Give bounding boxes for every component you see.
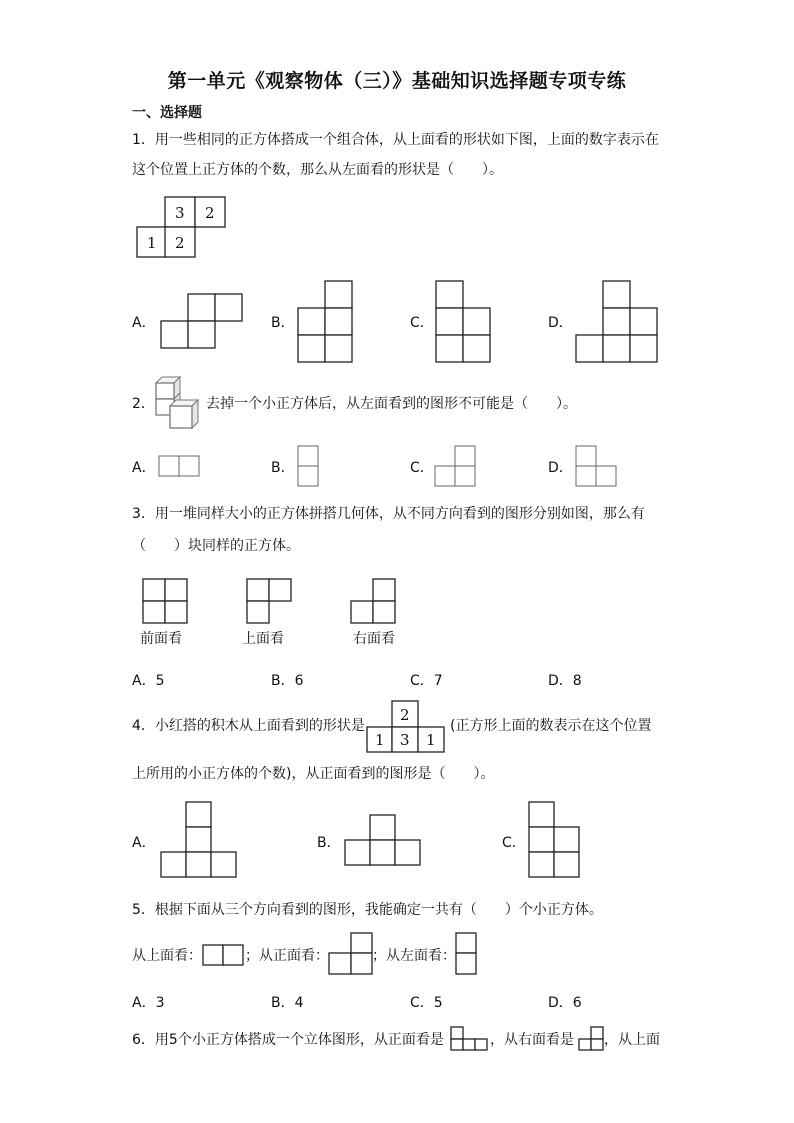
q2-option-a-figure[interactable] [158,455,202,477]
q2-option-c-figure[interactable] [434,445,478,489]
q2-option-b-figure[interactable] [297,445,321,489]
q3-option-a[interactable]: A．5 [132,673,165,689]
q1-grid-number-3: 1 [147,234,157,252]
q1-option-b-figure[interactable] [297,280,353,362]
q3-front-view-label: 前面看 [140,631,182,647]
q3-front-view-figure [142,578,188,624]
q5-top-label: 从上面看： [132,948,202,964]
q4-grid-number-4: 1 [426,731,436,749]
q6-line1b: ，从右面看是 [490,1032,574,1048]
q4-line1a: 4．小红搭的积木从上面看到的形状是 [132,718,365,734]
q5-top-view-figure [202,944,246,966]
q1-grid-number-2: 2 [205,204,215,222]
q1-option-b[interactable]: B． [271,315,295,331]
q5-line1: 5．根据下面从三个方向看到的图形，我能确定一共有（ ）个小正方体。 [132,902,603,918]
section-heading: 一、选择题 [132,105,202,121]
q3-option-b[interactable]: B．6 [271,673,304,689]
q5-front-label: ；从正面看： [245,948,329,964]
q6-right-view-figure [578,1026,606,1052]
q4-grid-number-3: 3 [400,731,410,749]
q4-line1b: (正方形上面的数表示在这个位置 [450,718,652,734]
q6-line1c: ，从上面 [604,1032,660,1048]
q4-option-a[interactable]: A． [132,835,156,851]
q2-number: 2． [132,396,155,412]
q1-grid-number-4: 2 [175,234,185,252]
q1-option-d-figure[interactable] [575,280,659,362]
q2-option-a[interactable]: A． [132,460,156,476]
q4-option-c[interactable]: C． [502,835,526,851]
q6-line1a: 6．用5个小正方体搭成一个立体图形，从正面看是 [132,1032,444,1048]
q4-top-view-grid [366,700,446,754]
q2-cube-stack-figure [154,376,208,432]
q5-left-view-figure [455,932,479,976]
q4-line2: 上所用的小正方体的个数)，从正面看到的图形是（ ）。 [132,766,495,782]
q1-line1: 1．用一些相同的正方体搭成一个组合体，从上面看的形状如下图，上面的数字表示在 [132,132,659,148]
q3-top-view-label: 上面看 [242,631,284,647]
q5-option-c[interactable]: C．5 [410,995,443,1011]
q3-top-view-figure [246,578,292,624]
q1-option-a[interactable]: A． [132,315,156,331]
q3-right-view-figure [350,578,396,624]
q5-left-label: ；从左面看： [372,948,456,964]
q4-option-c-figure[interactable] [528,801,582,879]
q1-option-d[interactable]: D． [548,315,573,331]
q2-option-b[interactable]: B． [271,460,295,476]
q5-option-b[interactable]: B．4 [271,995,304,1011]
q1-line2: 这个位置上正方体的个数，那么从左面看的形状是（ ）。 [132,162,503,178]
q2-option-d[interactable]: D． [548,460,573,476]
q5-front-view-figure [328,932,374,976]
q2-option-d-figure[interactable] [575,445,619,489]
q1-option-a-figure[interactable] [160,293,244,349]
q3-line2: （ ）块同样的正方体。 [132,538,300,554]
q2-option-c[interactable]: C． [410,460,434,476]
q2-line1: 去掉一个小正方体后，从左面看到的图形不可能是（ ）。 [206,396,577,412]
q1-grid-number-1: 3 [175,204,185,222]
q3-option-d[interactable]: D．8 [548,673,582,689]
q1-top-view-grid [136,196,228,258]
q3-option-c[interactable]: C．7 [410,673,443,689]
q4-option-b-figure[interactable] [344,814,422,866]
q5-option-a[interactable]: A．3 [132,995,165,1011]
q5-option-d[interactable]: D．6 [548,995,582,1011]
q1-option-c[interactable]: C． [410,315,434,331]
q3-right-view-label: 右面看 [353,631,395,647]
q4-option-b[interactable]: B． [317,835,341,851]
q4-grid-number-2: 1 [375,731,385,749]
q3-line1: 3．用一堆同样大小的正方体拼搭几何体，从不同方向看到的图形分别如图，那么有 [132,506,645,522]
q4-grid-number-1: 2 [400,706,410,724]
q6-front-view-figure [450,1026,490,1052]
q1-option-c-figure[interactable] [435,280,491,362]
q4-option-a-figure[interactable] [160,801,238,879]
page-title: 第一单元《观察物体（三）》基础知识选择题专项专练 [167,70,627,92]
